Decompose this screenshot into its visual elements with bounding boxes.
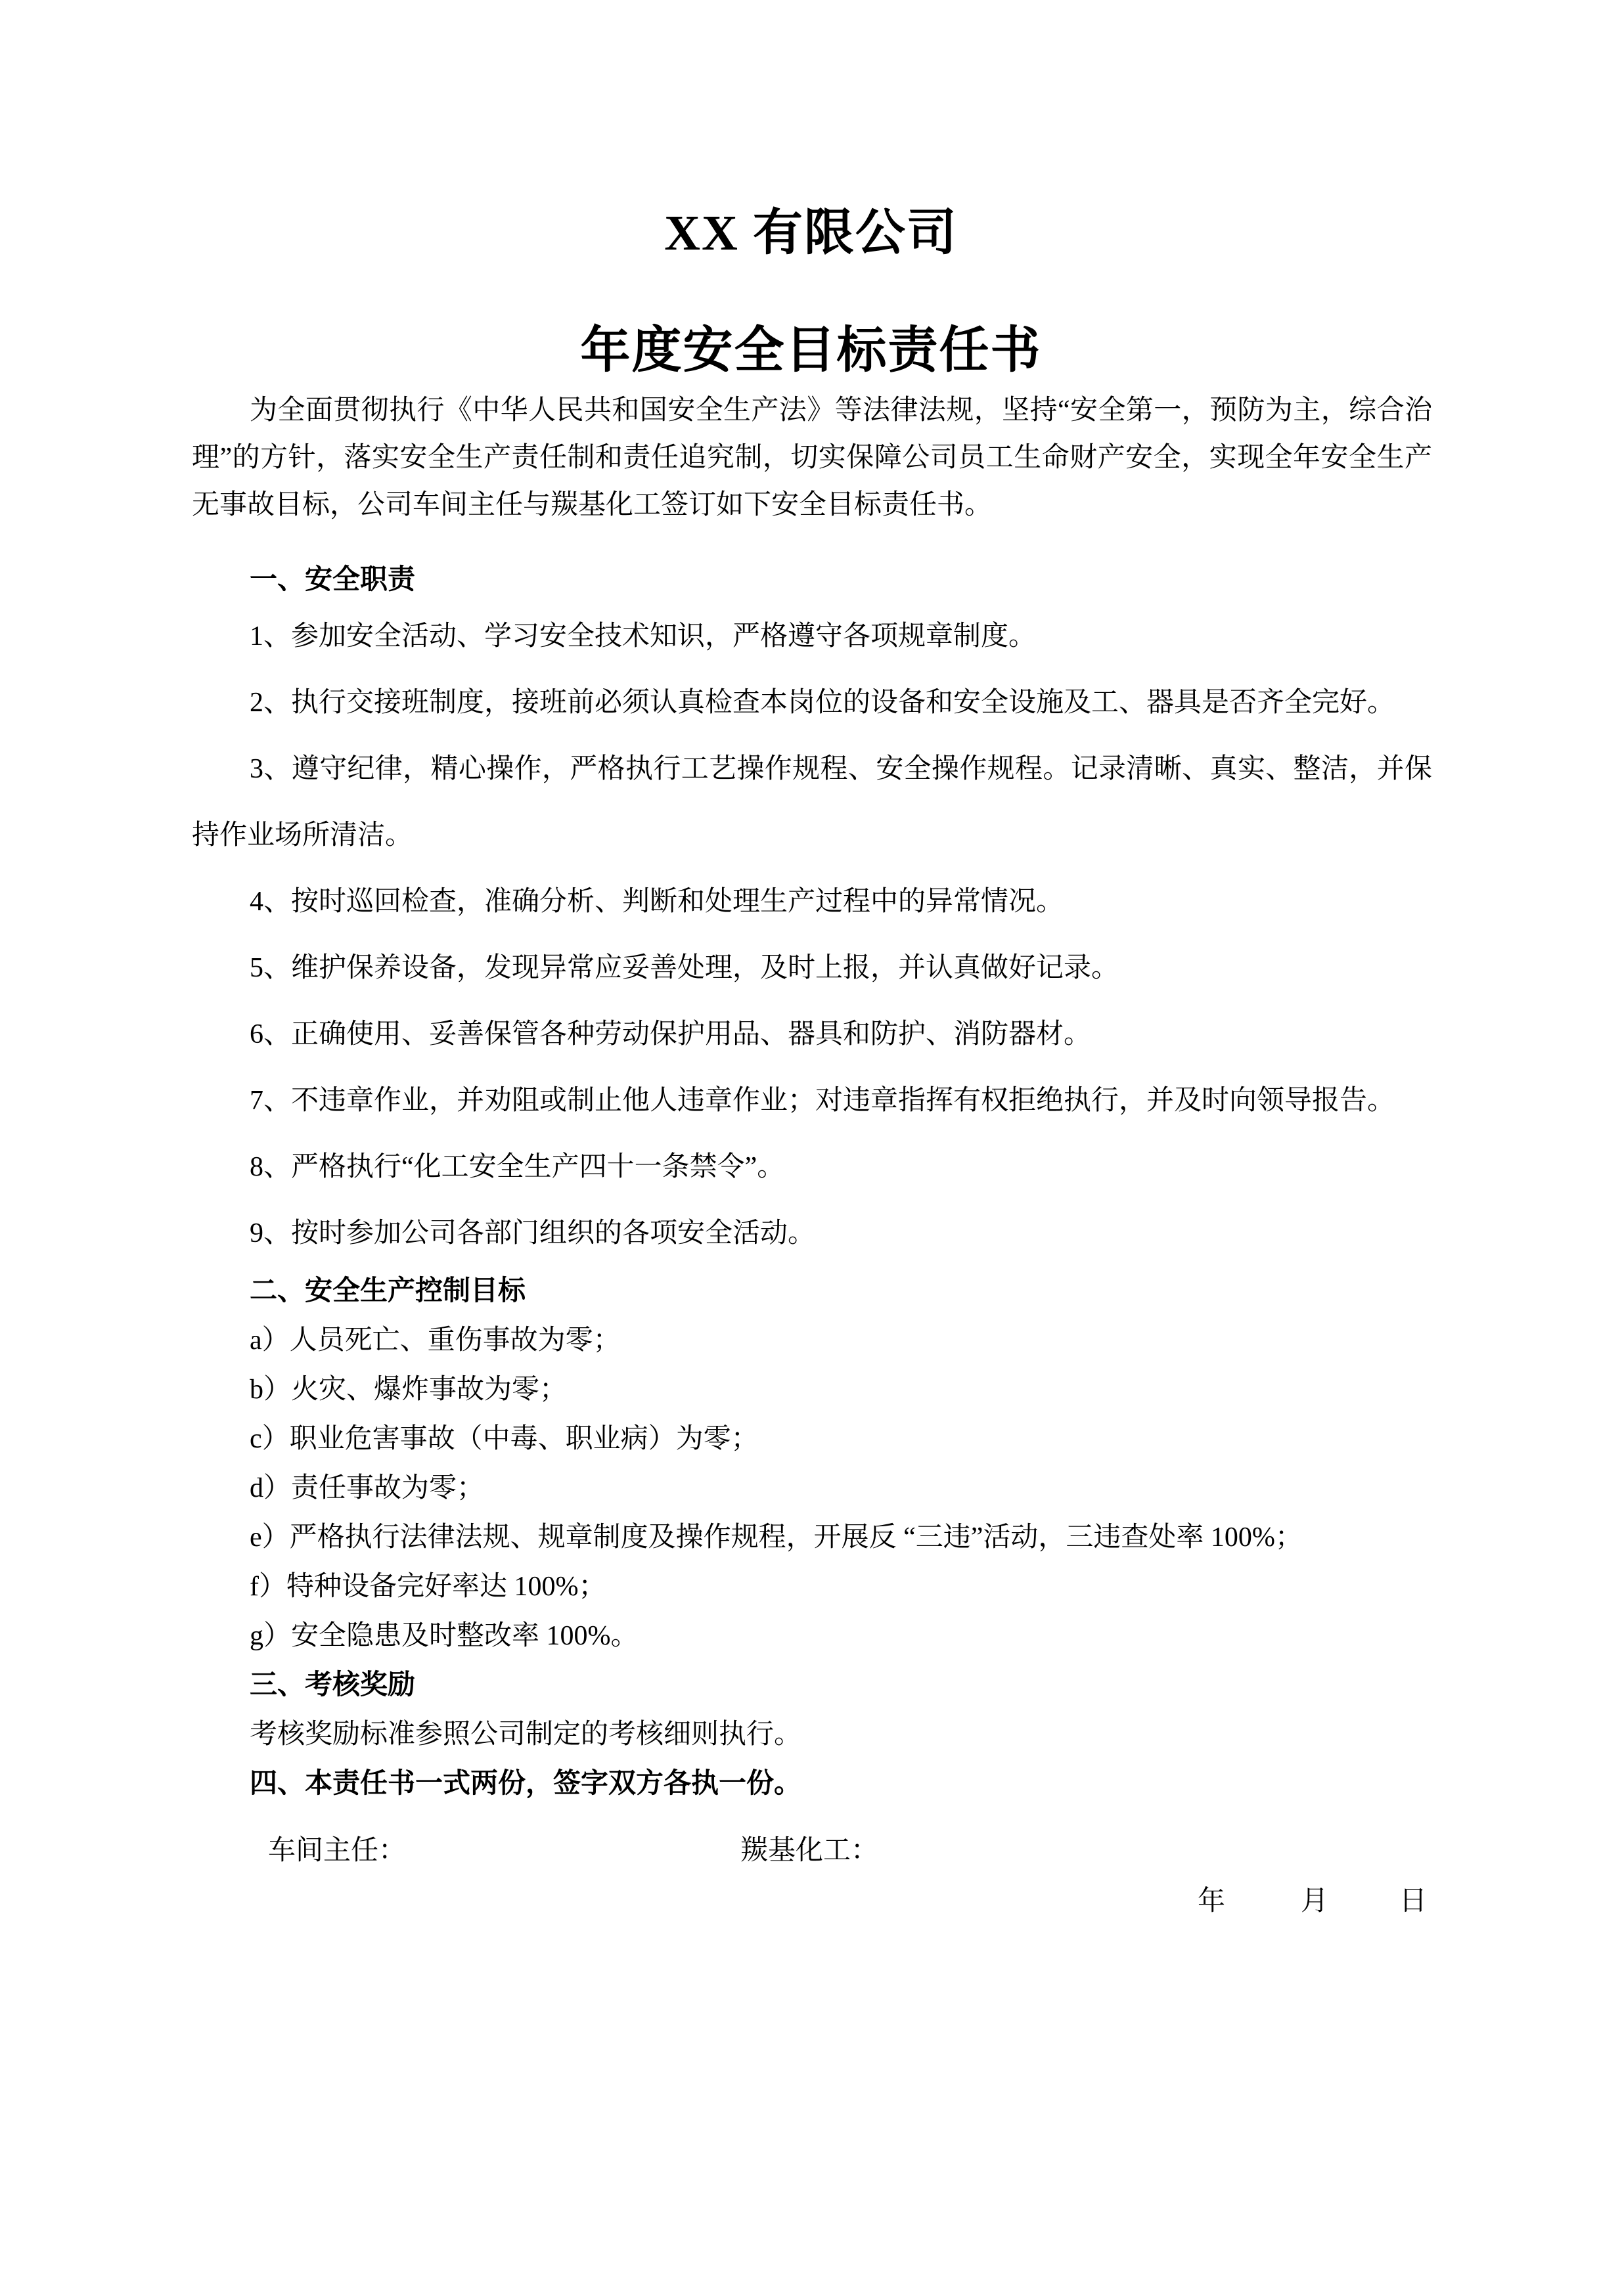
section2-item: g）安全隐患及时整改率 100%。 <box>250 1621 639 1651</box>
section1-item: 1、参加安全活动、学习安全技术知识，严格遵守各项规章制度。 <box>250 621 1037 651</box>
section2-item: a）人员死亡、重伤事故为零； <box>250 1325 621 1356</box>
company-title: XX 有限公司 <box>664 206 958 261</box>
section2-item: e）严格执行法律法规、规章制度及操作规程，开展反 “三违”活动，三违查处率 100%； <box>250 1522 1303 1553</box>
section2-item: b）火灾、爆炸事故为零； <box>250 1375 568 1405</box>
section1-item: 7、不违章作业，并劝阻或制止他人违章作业；对违章指挥有权拒绝执行，并及时向领导报告。 <box>250 1086 1395 1116</box>
section1-item-list <box>192 604 1432 1267</box>
section2-item-list <box>192 1316 1432 1661</box>
signature-carbonyl-chemical-label: 羰基化工： <box>740 1836 879 1866</box>
section2-heading: 二、安全生产控制目标 <box>250 1276 526 1306</box>
section2-item: f）特种设备完好率达 100%； <box>250 1572 606 1602</box>
section1-item: 6、正确使用、妥善保管各种劳动保护用品、器具和防护、消防器材。 <box>250 1019 1092 1049</box>
section2-item: d）责任事故为零； <box>250 1473 485 1503</box>
signature-workshop-director-label: 车间主任： <box>268 1836 407 1866</box>
intro-paragraph: 为全面贯彻执行《中华人民共和国安全生产法》等法律法规，坚持“安全第一，预防为主，综合治理”的方针，落实安全生产责任制和责任追究制，切实保障公司员工生命财产安全，实现全年安全生产无事故目标，公司车间主任与羰基化工签订如下安全目标责任书。 <box>192 395 1432 520</box>
section1-item: 8、严格执行“化工安全生产四十一条禁令”。 <box>250 1152 785 1182</box>
section3-heading: 三、考核奖励 <box>250 1670 416 1700</box>
section3-body: 考核奖励标准参照公司制定的考核细则执行。 <box>250 1719 802 1750</box>
section1-item: 2、执行交接班制度，接班前必须认真检查本岗位的设备和安全设施及工、器具是否齐全完好。 <box>250 688 1395 718</box>
date-day-label: 日 <box>1399 1886 1428 1916</box>
section1-item: 4、按时巡回检查，准确分析、判断和处理生产过程中的异常情况。 <box>250 887 1064 917</box>
section2-item: c）职业危害事故（中毒、职业病）为零； <box>250 1424 759 1454</box>
section1-item: 3、遵守纪律，精心操作，严格执行工艺操作规程、安全操作规程。记录清晰、真实、整洁，并保持作业场所清洁。 <box>192 754 1432 850</box>
date-month-label: 月 <box>1301 1886 1329 1916</box>
section1-item: 5、维护保养设备，发现异常应妥善处理，及时上报，并认真做好记录。 <box>250 953 1119 983</box>
doc-title: 年度安全目标责任书 <box>580 323 1042 378</box>
section4-heading: 四、本责任书一式两份，签字双方各执一份。 <box>250 1769 802 1799</box>
date-year-label: 年 <box>1198 1886 1226 1916</box>
section1-item: 9、按时参加公司各部门组织的各项安全活动。 <box>250 1218 816 1248</box>
section1-heading: 一、安全职责 <box>250 565 416 595</box>
